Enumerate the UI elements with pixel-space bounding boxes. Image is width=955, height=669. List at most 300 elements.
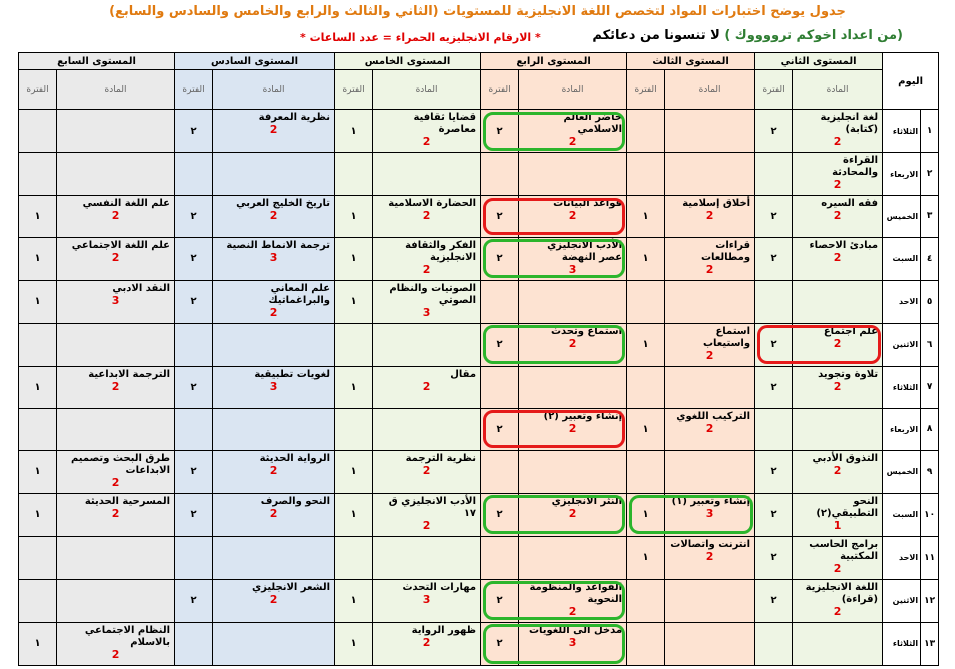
credit-hours: 2: [833, 336, 842, 350]
schedule-row: [19, 323, 939, 366]
subject-name: استماع وتحدث: [550, 325, 623, 337]
subject-name: القراءة والمحادثة: [832, 155, 879, 178]
exam-period: ٢: [481, 237, 519, 280]
exam-period: ٢: [755, 237, 793, 280]
credit-hours: 2: [568, 506, 577, 520]
subject-column-header: المادة: [213, 70, 335, 110]
exam-period: [335, 153, 373, 196]
row-number: ١: [921, 110, 939, 153]
subject-name: فقه السيره: [821, 198, 879, 209]
subject-cell: [373, 110, 481, 153]
subject-name: علم اللغة النفسي: [82, 198, 171, 209]
subject-cell: [519, 536, 627, 579]
exam-period: [175, 536, 213, 579]
subject-name: النظام الاجتماعي بالاسلام: [84, 624, 171, 648]
subject-cell: [57, 536, 175, 579]
subject-cell: [373, 536, 481, 579]
subject-name: مبادئ الاحصاء: [809, 239, 879, 251]
day-name: الخميس: [883, 196, 921, 238]
exam-period: [335, 323, 373, 366]
subject-cell: [57, 110, 175, 153]
row-number: ٢: [921, 153, 939, 196]
schedule-row: [19, 579, 939, 622]
subject-name: المسرحية الحديثة: [84, 495, 171, 507]
subject-cell: [57, 450, 175, 493]
exam-period: [627, 579, 665, 622]
day-name: السبت: [883, 237, 921, 280]
exam-period: ٢: [175, 366, 213, 408]
subject-cell: [373, 579, 481, 622]
exam-period: ١: [19, 622, 57, 665]
subject-cell: [665, 408, 755, 450]
exam-period: ١: [335, 196, 373, 238]
subject-name: اللغة الانجليزية (قراءة): [805, 581, 879, 605]
subject-cell: [373, 622, 481, 665]
subject-cell: [373, 493, 481, 536]
subject-name: طرق البحث وتصميم الابداعات: [70, 452, 171, 476]
day-name: الثلاثاء: [883, 622, 921, 665]
exam-period: ٢: [175, 450, 213, 493]
exam-period: ١: [19, 366, 57, 408]
subject-name: ترجمة الانماط النصية: [226, 239, 331, 251]
subject-cell: [665, 153, 755, 196]
row-number: ٣: [921, 196, 939, 238]
exam-period: ١: [335, 493, 373, 536]
subject-cell: [519, 196, 627, 238]
subject-cell: [213, 366, 335, 408]
subject-cell: [213, 579, 335, 622]
subject-cell: [793, 153, 883, 196]
day-name: الاربعاء: [883, 408, 921, 450]
credit-hours: 2: [568, 604, 577, 618]
schedule-row: [19, 280, 939, 323]
subject-cell: [213, 110, 335, 153]
credit-hours: 2: [111, 379, 120, 393]
subject-cell: [665, 536, 755, 579]
exam-period: [755, 622, 793, 665]
credit-hours: 2: [705, 209, 714, 222]
subject-cell: [213, 323, 335, 366]
level-4-header: المستوى الرابع: [481, 53, 627, 70]
exam-period: ١: [335, 579, 373, 622]
subject-cell: [213, 450, 335, 493]
subject-cell: [665, 579, 755, 622]
subject-cell: [665, 450, 755, 493]
day-name: الثلاثاء: [883, 366, 921, 408]
subject-cell: [519, 153, 627, 196]
subject-name: الأدب الانجليزي عصر النهضة: [547, 239, 623, 263]
exam-period: [19, 408, 57, 450]
credit-hours: 2: [705, 421, 714, 435]
subject-cell: [213, 622, 335, 665]
day-name: السبت: [883, 493, 921, 536]
row-number: ١٠: [921, 493, 939, 536]
exam-period: [481, 280, 519, 323]
period-column-header: الفترة: [627, 70, 665, 110]
credit-hours: 2: [269, 123, 278, 136]
row-number: ١٢: [921, 579, 939, 622]
subject-cell: [793, 196, 883, 238]
exam-period: ١: [19, 280, 57, 323]
subject-name: أخلاق إسلامية: [682, 198, 751, 209]
exam-period: [481, 450, 519, 493]
exam-period: ٢: [481, 493, 519, 536]
exam-period: ٢: [175, 196, 213, 238]
period-column-header: الفترة: [335, 70, 373, 110]
day-name: الاربعاء: [883, 153, 921, 196]
subject-cell: [793, 237, 883, 280]
subject-name: الحضارة الاسلامية: [388, 198, 477, 209]
exam-period: [175, 622, 213, 665]
subject-cell: [793, 110, 883, 153]
subject-name: الشعر الانجليزي: [251, 581, 331, 593]
row-number: ٤: [921, 237, 939, 280]
exam-period: ٢: [481, 408, 519, 450]
credit-hours: 2: [422, 518, 431, 532]
subject-cell: [793, 536, 883, 579]
row-number: ١١: [921, 536, 939, 579]
subject-name: قضايا ثقافية معاصرة: [413, 112, 477, 135]
subject-cell: [57, 237, 175, 280]
subject-name: علم اجتماع: [823, 325, 879, 337]
subject-cell: [57, 280, 175, 323]
subject-cell: [793, 622, 883, 665]
day-name: الاحد: [883, 536, 921, 579]
subject-name: النثر الانجليزي: [551, 495, 623, 507]
exam-period: ٢: [481, 323, 519, 366]
credit-hours: 2: [833, 561, 842, 575]
subject-name: حاضر العالم الاسلامي: [563, 112, 623, 135]
exam-period: ٢: [755, 196, 793, 238]
subject-column-header: المادة: [57, 70, 175, 110]
credit-hours: 2: [111, 647, 120, 661]
credit-hours: 2: [269, 209, 278, 222]
subject-name: مهارات التحدث: [402, 581, 477, 593]
credit-hours: 2: [568, 135, 577, 148]
exam-period: [627, 366, 665, 408]
credit-hours: 2: [833, 379, 842, 393]
subject-cell: [57, 153, 175, 196]
subject-name: الرواية الحديثة: [259, 452, 331, 464]
subject-cell: [373, 237, 481, 280]
subject-name: الترجمة الابداعية: [88, 368, 171, 380]
subject-name: انترنت واتصالات: [670, 538, 751, 550]
exam-period: ٢: [755, 366, 793, 408]
credit-hours: 2: [111, 250, 120, 264]
day-name: الاثنين: [883, 579, 921, 622]
credit-hours: 2: [269, 592, 278, 606]
exam-period: ٢: [175, 110, 213, 153]
subject-cell: [665, 493, 755, 536]
credit-hours: 3: [568, 635, 577, 649]
subject-name: نظرية الترجمة: [405, 452, 477, 464]
credit-hours: 2: [833, 604, 842, 618]
subject-cell: [213, 408, 335, 450]
row-number: ٩: [921, 450, 939, 493]
subject-name: التركيب اللغوي: [676, 410, 751, 422]
exam-period: [481, 536, 519, 579]
day-name: الخميس: [883, 450, 921, 493]
exam-period: ٢: [175, 280, 213, 323]
period-column-header: الفترة: [19, 70, 57, 110]
credit-hours: 2: [269, 305, 278, 319]
credit-hours: 3: [111, 293, 120, 307]
subject-cell: [793, 366, 883, 408]
credit-hours: 2: [705, 549, 714, 563]
period-column-header: الفترة: [175, 70, 213, 110]
exam-period: [755, 408, 793, 450]
subject-cell: [519, 408, 627, 450]
exam-period: [755, 153, 793, 196]
subject-name: قراءات ومطالعات: [700, 239, 751, 263]
day-name: الثلاثاء: [883, 110, 921, 153]
exam-period: ١: [627, 493, 665, 536]
exam-period: ٢: [481, 579, 519, 622]
exam-period: ١: [335, 110, 373, 153]
row-number: ٦: [921, 323, 939, 366]
subject-cell: [213, 280, 335, 323]
credit-hours: 2: [111, 209, 120, 222]
credit-hours: 2: [568, 209, 577, 222]
exam-period: [335, 536, 373, 579]
credit-hours: 2: [833, 209, 842, 222]
subject-cell: [519, 237, 627, 280]
subject-column-header: المادة: [373, 70, 481, 110]
subject-cell: [519, 110, 627, 153]
exam-period: ٢: [755, 110, 793, 153]
day-name: الاحد: [883, 280, 921, 323]
level-3-header: المستوى الثالث: [627, 53, 755, 70]
exam-period: ٢: [755, 536, 793, 579]
level-5-header: المستوى الخامس: [335, 53, 481, 70]
exam-period: [19, 579, 57, 622]
subject-cell: [793, 493, 883, 536]
credit-hours: 2: [833, 463, 842, 477]
subject-cell: [373, 153, 481, 196]
exam-period: [481, 366, 519, 408]
exam-period: ١: [627, 196, 665, 238]
subject-column-header: المادة: [665, 70, 755, 110]
subject-cell: [373, 408, 481, 450]
exam-period: [175, 323, 213, 366]
credit-hours: 1: [833, 518, 842, 532]
exam-period: ٢: [175, 237, 213, 280]
exam-period: ٢: [481, 622, 519, 665]
credit-hours: 2: [269, 463, 278, 477]
subject-cell: [213, 237, 335, 280]
subject-name: لغويات تطبيقية: [254, 368, 331, 380]
exam-period: ١: [335, 280, 373, 323]
schedule-row: [19, 408, 939, 450]
subject-name: الصوتيات والنظام الصوتي: [389, 282, 477, 306]
hours-note: * الارقام الانجليزيه الحمراء = عدد الساعات *: [300, 31, 541, 44]
exam-period: ١: [335, 622, 373, 665]
exam-period: [627, 153, 665, 196]
exam-period: [755, 280, 793, 323]
subject-name: نظرية المعرفة: [258, 112, 331, 123]
exam-period: [19, 110, 57, 153]
credit-hours: 2: [568, 336, 577, 350]
subject-name: علم المعاني والبراغماتيك: [268, 282, 331, 306]
subject-name: برامج الحاسب المكتبية: [809, 538, 879, 562]
exam-period: ٢: [175, 579, 213, 622]
subject-cell: [213, 196, 335, 238]
subject-cell: [793, 280, 883, 323]
subject-name: النحو التطبيقي(٢): [816, 495, 879, 519]
level-7-header: المستوى السابع: [19, 53, 175, 70]
exam-period: [19, 323, 57, 366]
subject-name: تاريخ الخليج العربي: [236, 198, 331, 209]
exam-period: ٢: [755, 579, 793, 622]
row-number: ١٣: [921, 622, 939, 665]
exam-period: ١: [19, 493, 57, 536]
subject-cell: [373, 323, 481, 366]
subject-cell: [519, 579, 627, 622]
credit-hours: 2: [422, 635, 431, 649]
exam-period: [627, 622, 665, 665]
subject-cell: [57, 408, 175, 450]
schedule-row: [19, 196, 939, 238]
subject-name: تلاوة وتجويد: [818, 368, 879, 380]
exam-schedule-table: [18, 52, 939, 666]
exam-period: ٢: [175, 493, 213, 536]
credit-hours: 3: [568, 262, 577, 276]
subject-name: إنشاء وتعبير (١): [671, 495, 751, 507]
credit-hours: 3: [269, 250, 278, 264]
credit-hours: 2: [422, 379, 431, 393]
day-column-header: اليوم: [883, 53, 939, 110]
subject-name: الفكر والثقافة الانجليزية: [405, 239, 477, 263]
exam-period: [627, 110, 665, 153]
credit-hours: 2: [422, 209, 431, 222]
credit-hours: 2: [269, 506, 278, 520]
subject-cell: [213, 493, 335, 536]
credit-hours: 2: [833, 250, 842, 264]
subject-cell: [793, 450, 883, 493]
subject-cell: [213, 536, 335, 579]
subject-cell: [57, 366, 175, 408]
subject-name: مقال: [450, 368, 477, 380]
row-number: ٧: [921, 366, 939, 408]
exam-period: [175, 408, 213, 450]
day-name: الاثنين: [883, 323, 921, 366]
subject-cell: [665, 622, 755, 665]
subject-name: قواعد البيانات: [553, 198, 623, 209]
subject-cell: [665, 366, 755, 408]
exam-period: ٢: [481, 110, 519, 153]
level-6-header: المستوى السادس: [175, 53, 335, 70]
subject-cell: [373, 366, 481, 408]
subject-name: الأدب الانجليزي ق ١٧: [388, 495, 477, 519]
subject-name: القواعد والمنظومة النحوية: [529, 581, 623, 605]
subject-column-header: المادة: [519, 70, 627, 110]
credit-hours: 2: [833, 178, 842, 191]
subject-name: مدخل الى اللغويات: [528, 624, 623, 636]
exam-period: ١: [627, 408, 665, 450]
page-title: جدول يوضح اختبارات المواد لتخصص اللغة الانجليزية للمستويات (الثاني والثالث والرابع والخامس والسادس والسابع): [109, 4, 846, 19]
exam-period: ٢: [755, 323, 793, 366]
subject-column-header: المادة: [793, 70, 883, 110]
subject-cell: [665, 237, 755, 280]
schedule-row: [19, 450, 939, 493]
exam-period: [19, 536, 57, 579]
subject-cell: [793, 579, 883, 622]
subject-name: التذوق الأدبي: [812, 452, 879, 464]
subject-name: لغة انجليزية (كتابة): [820, 112, 879, 135]
credit-hours: 2: [111, 475, 120, 489]
credit-hours: 2: [705, 262, 714, 276]
subject-cell: [665, 196, 755, 238]
exam-period: ١: [19, 237, 57, 280]
subject-cell: [373, 280, 481, 323]
subject-cell: [519, 450, 627, 493]
credit-hours: 2: [568, 421, 577, 435]
subject-cell: [519, 366, 627, 408]
credit-hours: 2: [705, 348, 714, 362]
subject-cell: [213, 153, 335, 196]
header-credit-line: [592, 28, 903, 43]
exam-period: ١: [19, 450, 57, 493]
exam-period: ١: [335, 366, 373, 408]
author-credit: (من اعداد اخوكم ترووووك ): [724, 28, 903, 43]
prayer-request: لا تنسونا من دعائكم: [592, 28, 720, 43]
subject-cell: [57, 622, 175, 665]
row-number: ٨: [921, 408, 939, 450]
exam-period: [627, 450, 665, 493]
credit-hours: 2: [422, 262, 431, 276]
exam-period: [19, 153, 57, 196]
credit-hours: 3: [269, 379, 278, 393]
schedule-row: [19, 622, 939, 665]
subject-name: النحو والصرف: [260, 495, 331, 507]
exam-period: ١: [627, 237, 665, 280]
exam-period: ١: [335, 237, 373, 280]
exam-period: ٢: [481, 196, 519, 238]
credit-hours: 3: [422, 305, 431, 319]
credit-hours: 2: [422, 463, 431, 477]
exam-period: [335, 408, 373, 450]
row-number: ٥: [921, 280, 939, 323]
subject-cell: [519, 280, 627, 323]
subject-name: ظهور الرواية: [411, 624, 477, 636]
credit-hours: 3: [422, 592, 431, 606]
level-2-header: المستوى الثاني: [755, 53, 883, 70]
subject-cell: [665, 110, 755, 153]
subject-cell: [519, 493, 627, 536]
exam-period: [175, 153, 213, 196]
subject-cell: [665, 280, 755, 323]
subject-cell: [793, 323, 883, 366]
subject-cell: [57, 196, 175, 238]
exam-period: [627, 280, 665, 323]
subject-name: استماع واستيعاب: [702, 325, 751, 349]
subject-name: النقد الادبي: [112, 282, 171, 294]
schedule-row: [19, 237, 939, 280]
subject-cell: [57, 323, 175, 366]
credit-hours: 3: [705, 506, 714, 520]
subject-cell: [373, 450, 481, 493]
period-column-header: الفترة: [755, 70, 793, 110]
schedule-row: [19, 366, 939, 408]
credit-hours: 2: [422, 135, 431, 148]
schedule-row: [19, 536, 939, 579]
schedule-row: [19, 153, 939, 196]
credit-hours: 2: [833, 135, 842, 148]
subject-cell: [665, 323, 755, 366]
period-column-header: الفترة: [481, 70, 519, 110]
subject-cell: [57, 579, 175, 622]
schedule-row: [19, 493, 939, 536]
